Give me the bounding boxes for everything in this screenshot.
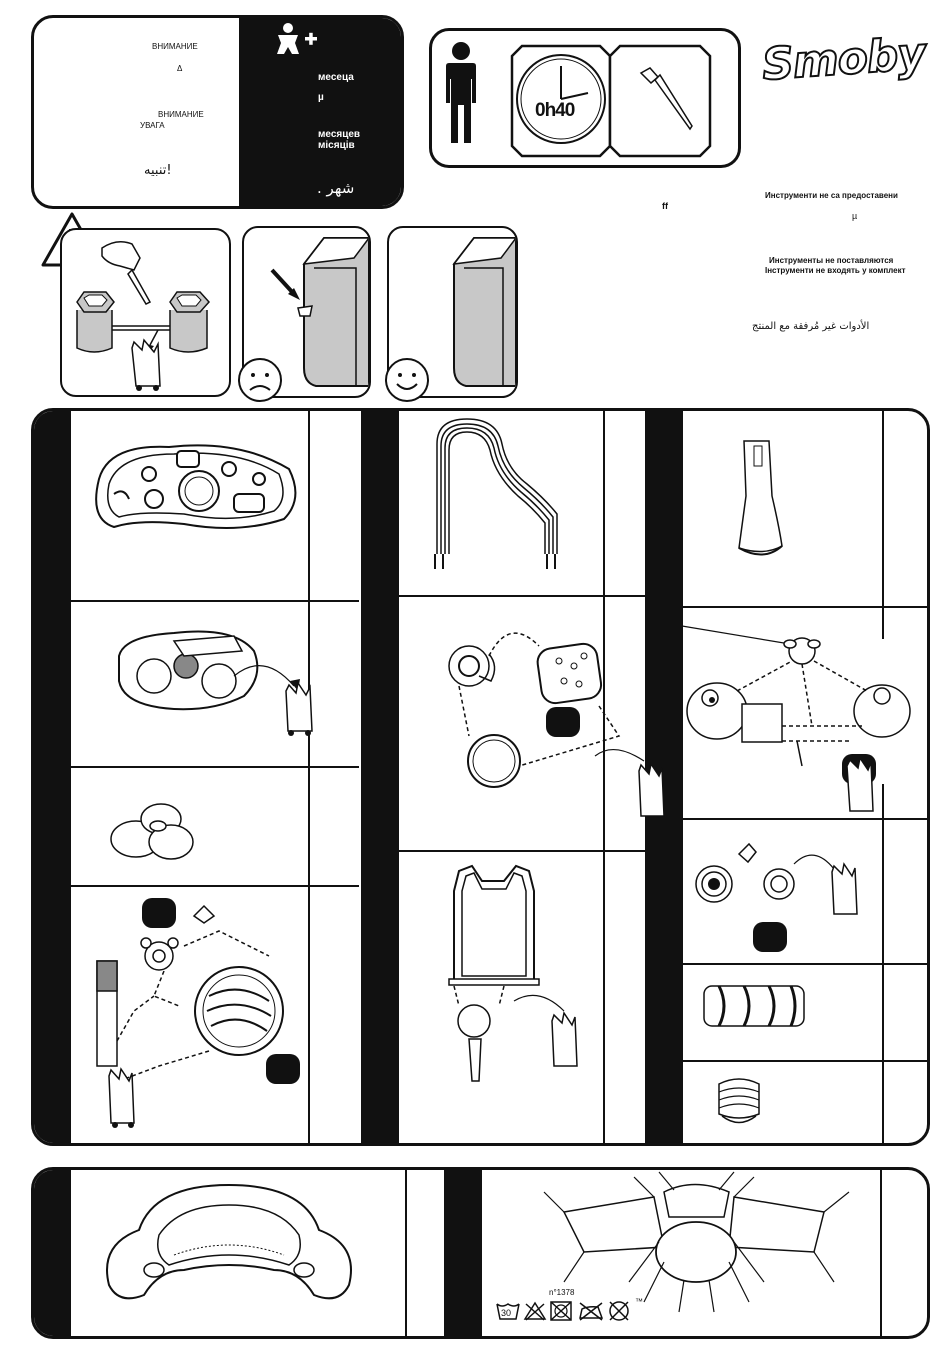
packaging-removal-illustration — [62, 230, 229, 395]
tools-note-ff: ff — [662, 201, 668, 211]
no-dry-clean-icon — [608, 1300, 630, 1322]
tools-note-bg: Инструменти не са предоставени — [765, 191, 898, 200]
no-iron-icon — [578, 1301, 604, 1321]
no-bleach-icon — [523, 1301, 547, 1321]
roller-part-illustration — [699, 981, 809, 1031]
no-tumble-dry-icon — [550, 1301, 572, 1321]
wash-temperature: 30 — [501, 1308, 512, 1318]
packaging-cut-panel — [60, 228, 231, 397]
knife-icon — [610, 46, 710, 156]
step-badge-3c — [753, 922, 787, 952]
smoby-logo: Smoby — [760, 28, 927, 91]
ring-parts-removal-illustration — [399, 606, 639, 846]
tube-part-illustration — [734, 436, 794, 566]
egg-pieces-illustration — [106, 794, 206, 864]
age-months-bg: месеца — [318, 72, 354, 83]
happy-face-icon — [384, 357, 430, 403]
spider-toy-illustration — [534, 1172, 864, 1312]
warning-label-2: ВНИМАНИЕ — [158, 110, 204, 119]
assembly-info-panel — [429, 28, 741, 168]
warning-panel — [31, 15, 404, 209]
tools-note-mu: µ — [852, 211, 858, 221]
sad-face-icon — [237, 357, 283, 403]
screw-cap-illustration — [714, 1074, 764, 1134]
seat-cushion-illustration — [99, 1175, 359, 1325]
age-months-arabic: . شهر — [317, 179, 355, 197]
tube-frame-illustration — [427, 414, 587, 584]
seat-frame-illustration — [444, 861, 624, 1071]
warning-label-arabic: تنبيه! — [144, 163, 172, 178]
age-warning-block — [239, 15, 404, 209]
wheel-parts-removal-illustration — [694, 834, 874, 924]
activity-tray-illustration — [89, 439, 309, 539]
child-plus-icon — [275, 23, 335, 63]
warning-label-1: ВНИМАНИЕ — [152, 42, 198, 51]
warning-label-3: УВАГА — [140, 121, 165, 130]
adult-person-icon — [442, 41, 482, 151]
tools-note-ru: Инструменты не поставляются — [769, 256, 894, 265]
tools-note-ar: الأدوات غير مُرفقة مع المنتج — [752, 321, 870, 332]
animals-removal-illustration — [682, 616, 922, 806]
tray-with-removal-illustration — [114, 621, 344, 761]
age-months-ru: месяцев — [318, 129, 361, 140]
tools-note-uk: Інструменти не входять у комплект — [765, 266, 906, 275]
bottom-panel — [31, 1167, 930, 1339]
age-months-uk: місяців — [318, 140, 355, 151]
assembly-time: 0h40 — [535, 100, 575, 121]
age-mu: µ — [318, 92, 324, 103]
trademark-symbol: ™ — [635, 1297, 643, 1306]
toy-parts-removal-illustration — [89, 901, 319, 1141]
steps-panel — [31, 408, 930, 1146]
care-code: n°1378 — [549, 1288, 575, 1297]
warning-delta: Δ — [177, 64, 183, 73]
